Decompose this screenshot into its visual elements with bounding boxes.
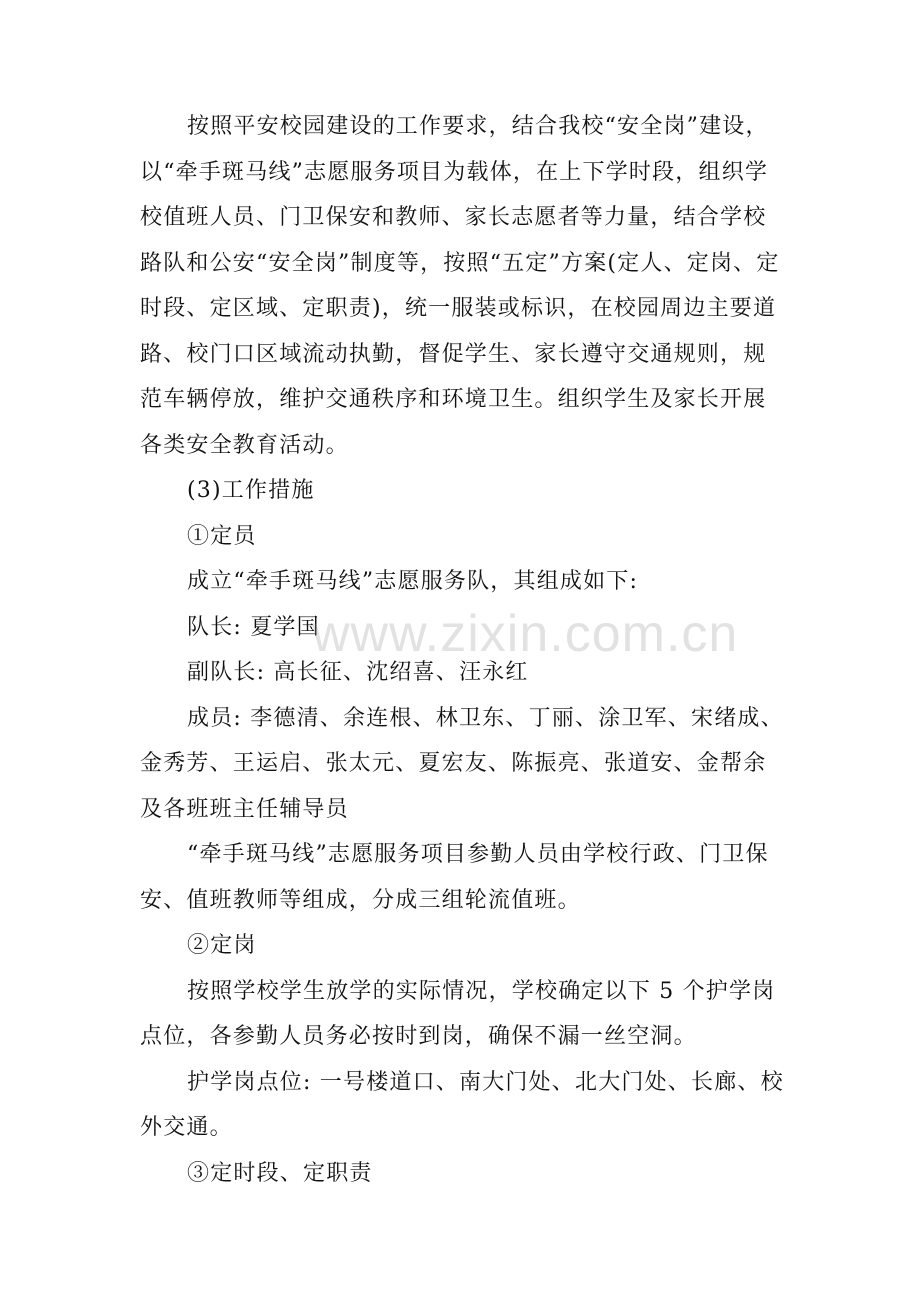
subheading-time-duties: ③定时段、定职责 xyxy=(187,1160,373,1186)
paragraph-members: 成员: 李德清、余连根、林卫东、丁丽、涂卫军、宋绪成、金秀芳、王运启、张太元、夏宏友、陈振亮、张道安、金帮余及各班班主任辅导员 xyxy=(140,705,784,822)
paragraph-post-count: 按照学校学生放学的实际情况，学校确定以下 5 个护学岗点位，各参勤人员务必按时到岗，确保不漏一丝空洞。 xyxy=(140,978,776,1049)
document-body xyxy=(140,104,786,1196)
paragraph-captain: 队长: 夏学国 xyxy=(187,614,320,640)
section-heading-measures: (3)工作措施 xyxy=(187,478,315,503)
watermark: www.zixin.com.cn xyxy=(312,605,739,663)
paragraph-intro: 按照平安校园建设的工作要求，结合我校“安全岗”建设，以“牵手斑马线”志愿服务项目为载体，在上下学时段，组织学校值班人员、门卫保安和教师、家长志愿者等力量，结合学校路队和公安“安全岗”制度等，按照“五定”方案(定人、定岗、定时段、定区域、定职责)，统一服装或标识，在校园周边主要道路、校门口区域流动执勤，督促学生、家长遵守交通规则，规范车辆停放，维护交通秩序和环境卫生。组织学生及家长开展各类安全教育活动。 xyxy=(140,114,780,458)
paragraph-post-locations: 护学岗点位: 一号楼道口、南大门处、北大门处、长廊、校外交通。 xyxy=(140,1069,784,1140)
subheading-staffing: ①定员 xyxy=(187,523,257,549)
subheading-posts: ②定岗 xyxy=(187,933,257,958)
paragraph-duty-personnel: “牵手斑马线”志愿服务项目参勤人员由学校行政、门卫保安、值班教师等组成，分成三组轮流值班。 xyxy=(140,842,769,913)
paragraph-vice-captains: 副队长: 高长征、沈绍喜、汪永红 xyxy=(187,660,529,685)
paragraph-team-formation: 成立“牵手斑马线”志愿服务队，其组成如下: xyxy=(187,569,639,594)
